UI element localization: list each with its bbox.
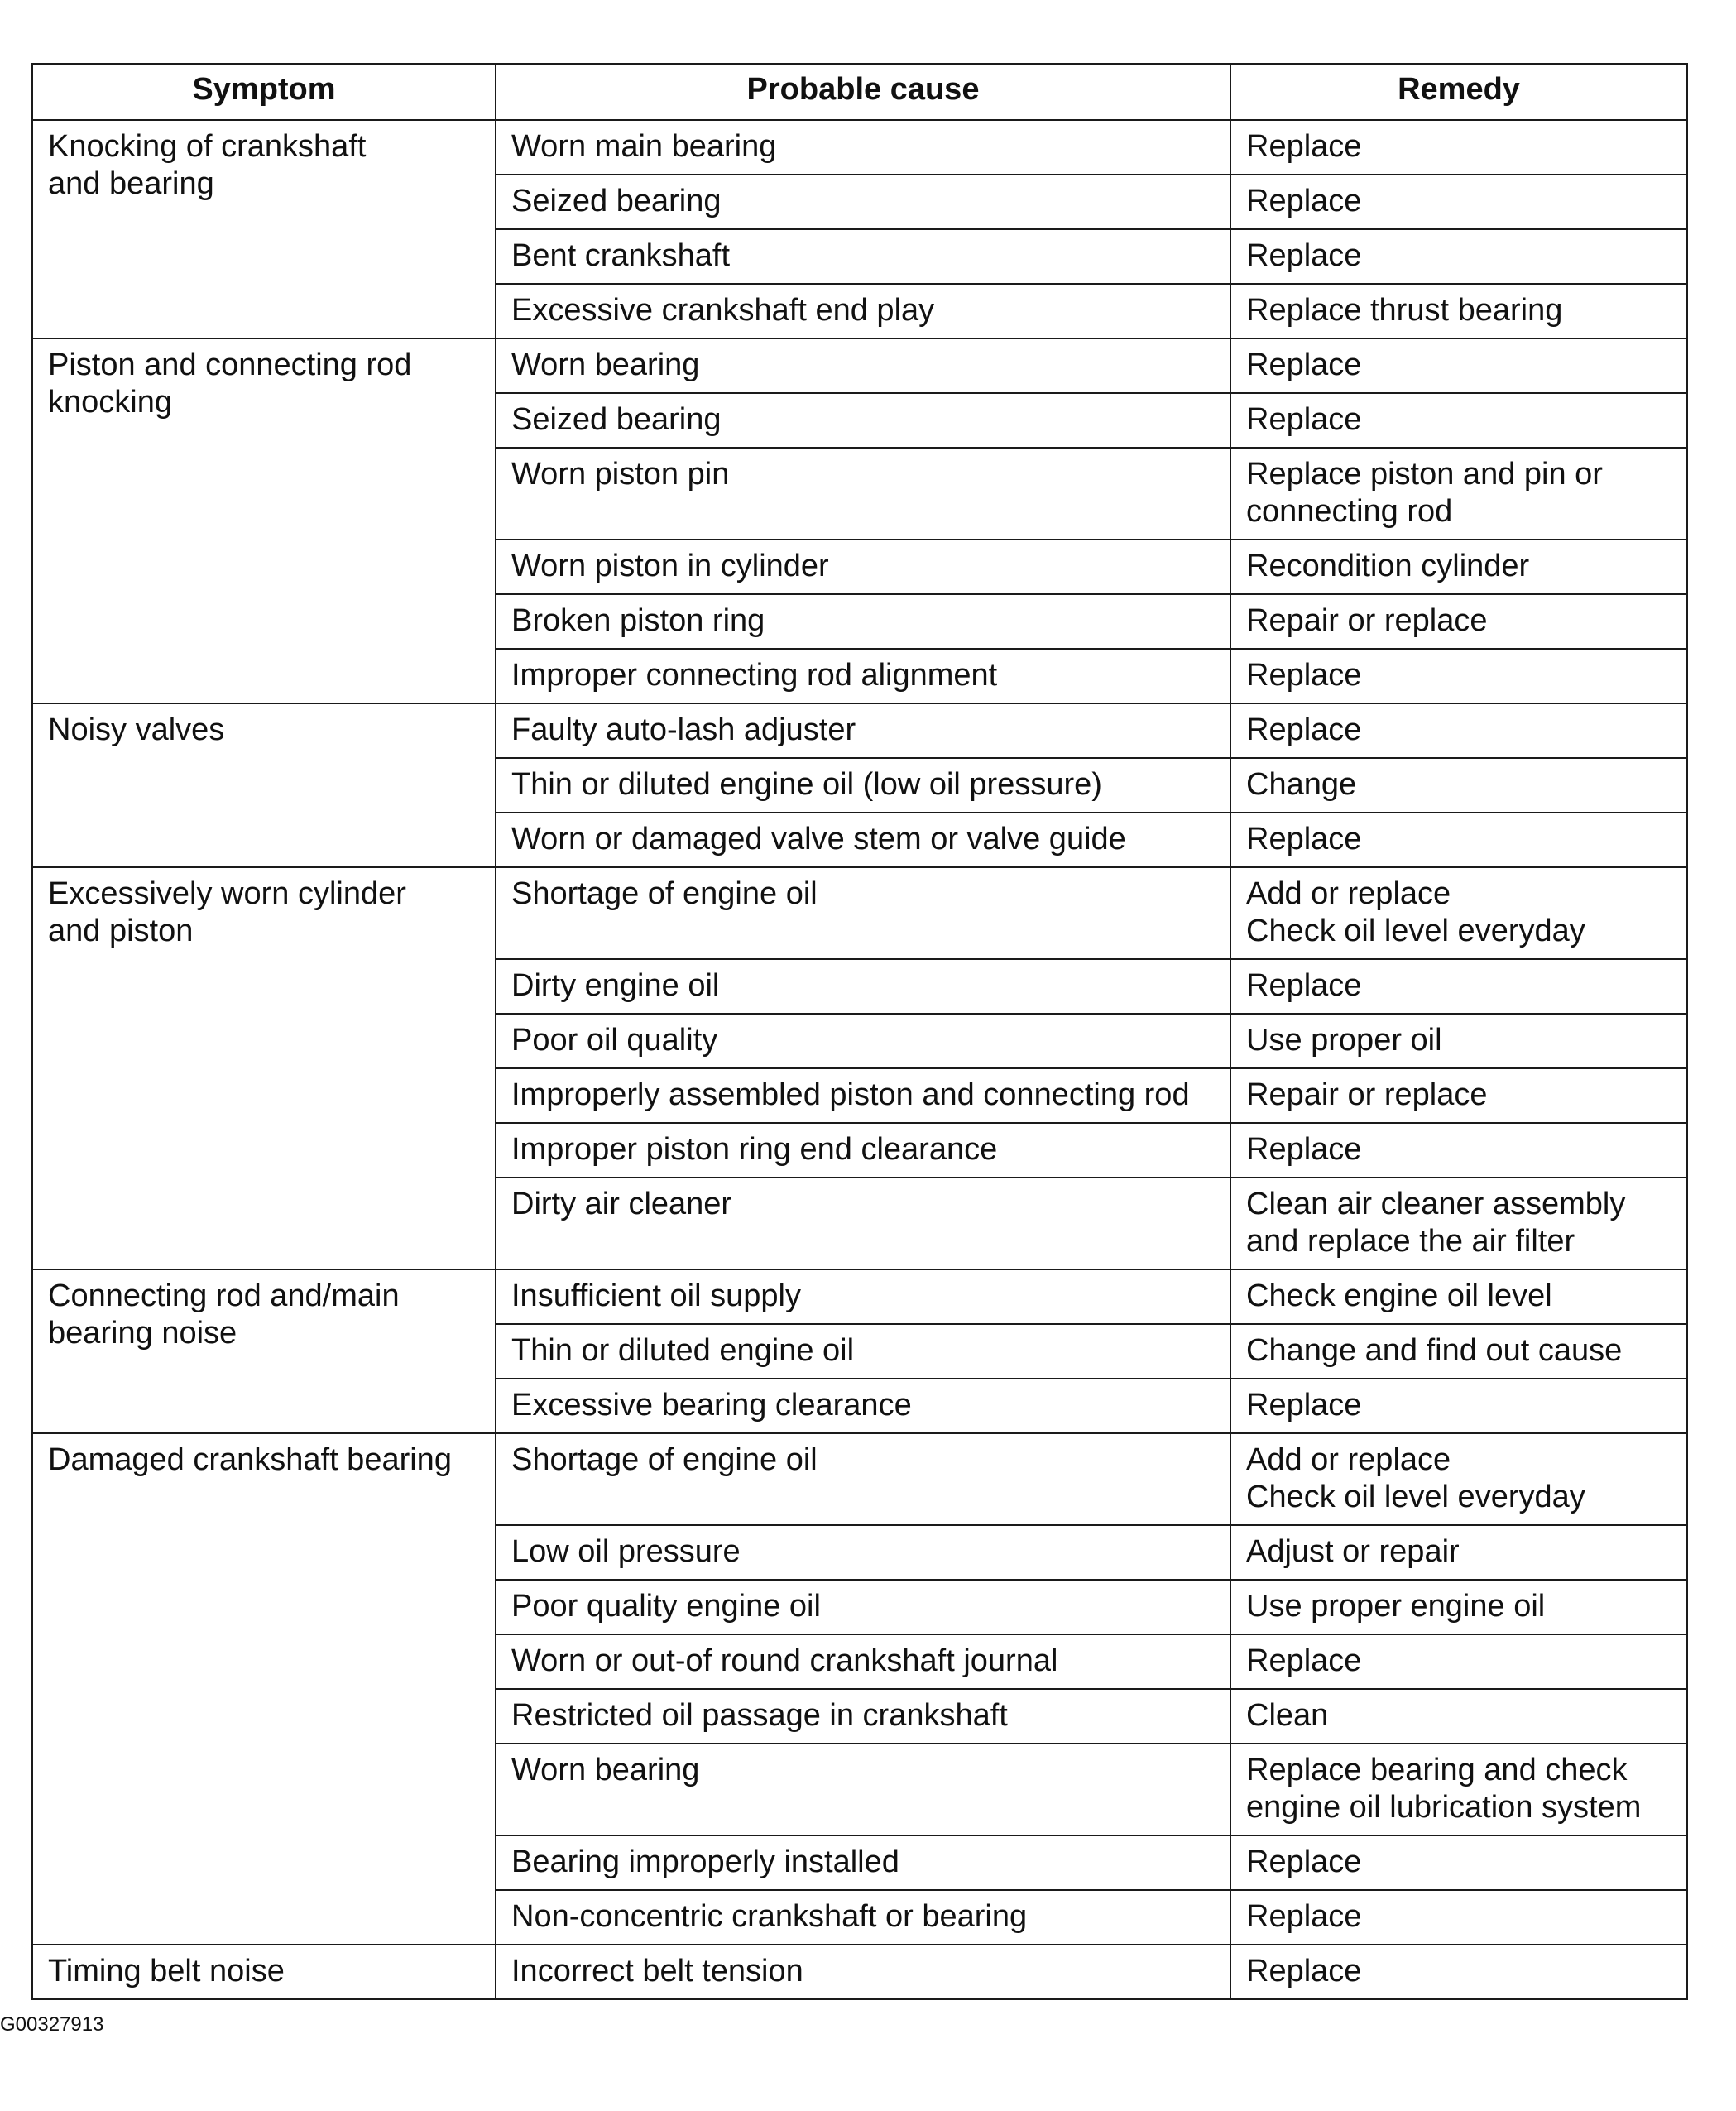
- remedy-cell: Replace: [1230, 959, 1687, 1014]
- remedy-cell: Repair or replace: [1230, 594, 1687, 649]
- remedy-cell: Clean: [1230, 1689, 1687, 1744]
- symptom-cell: Piston and connecting rod knocking: [32, 338, 496, 703]
- remedy-cell: Replace: [1230, 120, 1687, 175]
- probable-cause-cell: Thin or diluted engine oil: [496, 1324, 1230, 1379]
- remedy-cell: Replace bearing and check engine oil lubrication system: [1230, 1744, 1687, 1835]
- remedy-cell: Replace: [1230, 175, 1687, 229]
- probable-cause-cell: Dirty air cleaner: [496, 1178, 1230, 1269]
- probable-cause-cell: Non-concentric crankshaft or bearing: [496, 1890, 1230, 1945]
- symptom-cell: Damaged crankshaft bearing: [32, 1433, 496, 1945]
- probable-cause-cell: Poor oil quality: [496, 1014, 1230, 1068]
- probable-cause-cell: Improper piston ring end clearance: [496, 1123, 1230, 1178]
- remedy-cell: Replace piston and pin or connecting rod: [1230, 448, 1687, 540]
- remedy-cell: Recondition cylinder: [1230, 540, 1687, 594]
- troubleshooting-table: [31, 63, 1688, 2000]
- remedy-cell: Replace: [1230, 703, 1687, 758]
- probable-cause-cell: Seized bearing: [496, 393, 1230, 448]
- remedy-cell: Replace: [1230, 1379, 1687, 1433]
- probable-cause-cell: Thin or diluted engine oil (low oil pressure): [496, 758, 1230, 813]
- remedy-cell: Replace: [1230, 338, 1687, 393]
- probable-cause-cell: Worn piston in cylinder: [496, 540, 1230, 594]
- probable-cause-cell: Worn bearing: [496, 1744, 1230, 1835]
- header-symptom: Symptom: [32, 64, 496, 120]
- probable-cause-cell: Low oil pressure: [496, 1525, 1230, 1580]
- remedy-cell: Use proper oil: [1230, 1014, 1687, 1068]
- remedy-cell: Replace: [1230, 1945, 1687, 1999]
- probable-cause-cell: Improper connecting rod alignment: [496, 649, 1230, 703]
- symptom-cell: Timing belt noise: [32, 1945, 496, 1999]
- probable-cause-cell: Improperly assembled piston and connecting rod: [496, 1068, 1230, 1123]
- symptom-cell: Connecting rod and/main bearing noise: [32, 1269, 496, 1433]
- table-row: [32, 867, 1687, 959]
- remedy-cell: Replace: [1230, 393, 1687, 448]
- header-probable-cause: Probable cause: [496, 64, 1230, 120]
- remedy-cell: Add or replace Check oil level everyday: [1230, 867, 1687, 959]
- table-row: [32, 120, 1687, 175]
- table-row: [32, 703, 1687, 758]
- table-row: [32, 338, 1687, 393]
- probable-cause-cell: Poor quality engine oil: [496, 1580, 1230, 1634]
- probable-cause-cell: Broken piston ring: [496, 594, 1230, 649]
- probable-cause-cell: Dirty engine oil: [496, 959, 1230, 1014]
- probable-cause-cell: Shortage of engine oil: [496, 1433, 1230, 1525]
- probable-cause-cell: Faulty auto-lash adjuster: [496, 703, 1230, 758]
- remedy-cell: Replace thrust bearing: [1230, 284, 1687, 338]
- symptom-cell: Noisy valves: [32, 703, 496, 867]
- remedy-cell: Replace: [1230, 1835, 1687, 1890]
- remedy-cell: Replace: [1230, 1890, 1687, 1945]
- probable-cause-cell: Worn piston pin: [496, 448, 1230, 540]
- probable-cause-cell: Worn main bearing: [496, 120, 1230, 175]
- remedy-cell: Replace: [1230, 229, 1687, 284]
- probable-cause-cell: Shortage of engine oil: [496, 867, 1230, 959]
- table-body: [32, 120, 1687, 1999]
- probable-cause-cell: Bent crankshaft: [496, 229, 1230, 284]
- remedy-cell: Replace: [1230, 813, 1687, 867]
- symptom-cell: Excessively worn cylinder and piston: [32, 867, 496, 1269]
- table-row: [32, 1945, 1687, 1999]
- header-remedy: Remedy: [1230, 64, 1687, 120]
- probable-cause-cell: Excessive crankshaft end play: [496, 284, 1230, 338]
- probable-cause-cell: Bearing improperly installed: [496, 1835, 1230, 1890]
- probable-cause-cell: Restricted oil passage in crankshaft: [496, 1689, 1230, 1744]
- header-row: [32, 64, 1687, 120]
- remedy-cell: Change and find out cause: [1230, 1324, 1687, 1379]
- probable-cause-cell: Incorrect belt tension: [496, 1945, 1230, 1999]
- remedy-cell: Use proper engine oil: [1230, 1580, 1687, 1634]
- probable-cause-cell: Worn bearing: [496, 338, 1230, 393]
- probable-cause-cell: Worn or damaged valve stem or valve guide: [496, 813, 1230, 867]
- remedy-cell: Replace: [1230, 1123, 1687, 1178]
- probable-cause-cell: Worn or out-of round crankshaft journal: [496, 1634, 1230, 1689]
- remedy-cell: Adjust or repair: [1230, 1525, 1687, 1580]
- remedy-cell: Repair or replace: [1230, 1068, 1687, 1123]
- remedy-cell: Change: [1230, 758, 1687, 813]
- remedy-cell: Clean air cleaner assembly and replace the air filter: [1230, 1178, 1687, 1269]
- probable-cause-cell: Insufficient oil supply: [496, 1269, 1230, 1324]
- table-row: [32, 1269, 1687, 1324]
- remedy-cell: Check engine oil level: [1230, 1269, 1687, 1324]
- remedy-cell: Replace: [1230, 649, 1687, 703]
- symptom-cell: Knocking of crankshaft and bearing: [32, 120, 496, 338]
- probable-cause-cell: Excessive bearing clearance: [496, 1379, 1230, 1433]
- probable-cause-cell: Seized bearing: [496, 175, 1230, 229]
- figure-id: G00327913: [0, 2013, 104, 2036]
- remedy-cell: Add or replace Check oil level everyday: [1230, 1433, 1687, 1525]
- table-row: [32, 1433, 1687, 1525]
- remedy-cell: Replace: [1230, 1634, 1687, 1689]
